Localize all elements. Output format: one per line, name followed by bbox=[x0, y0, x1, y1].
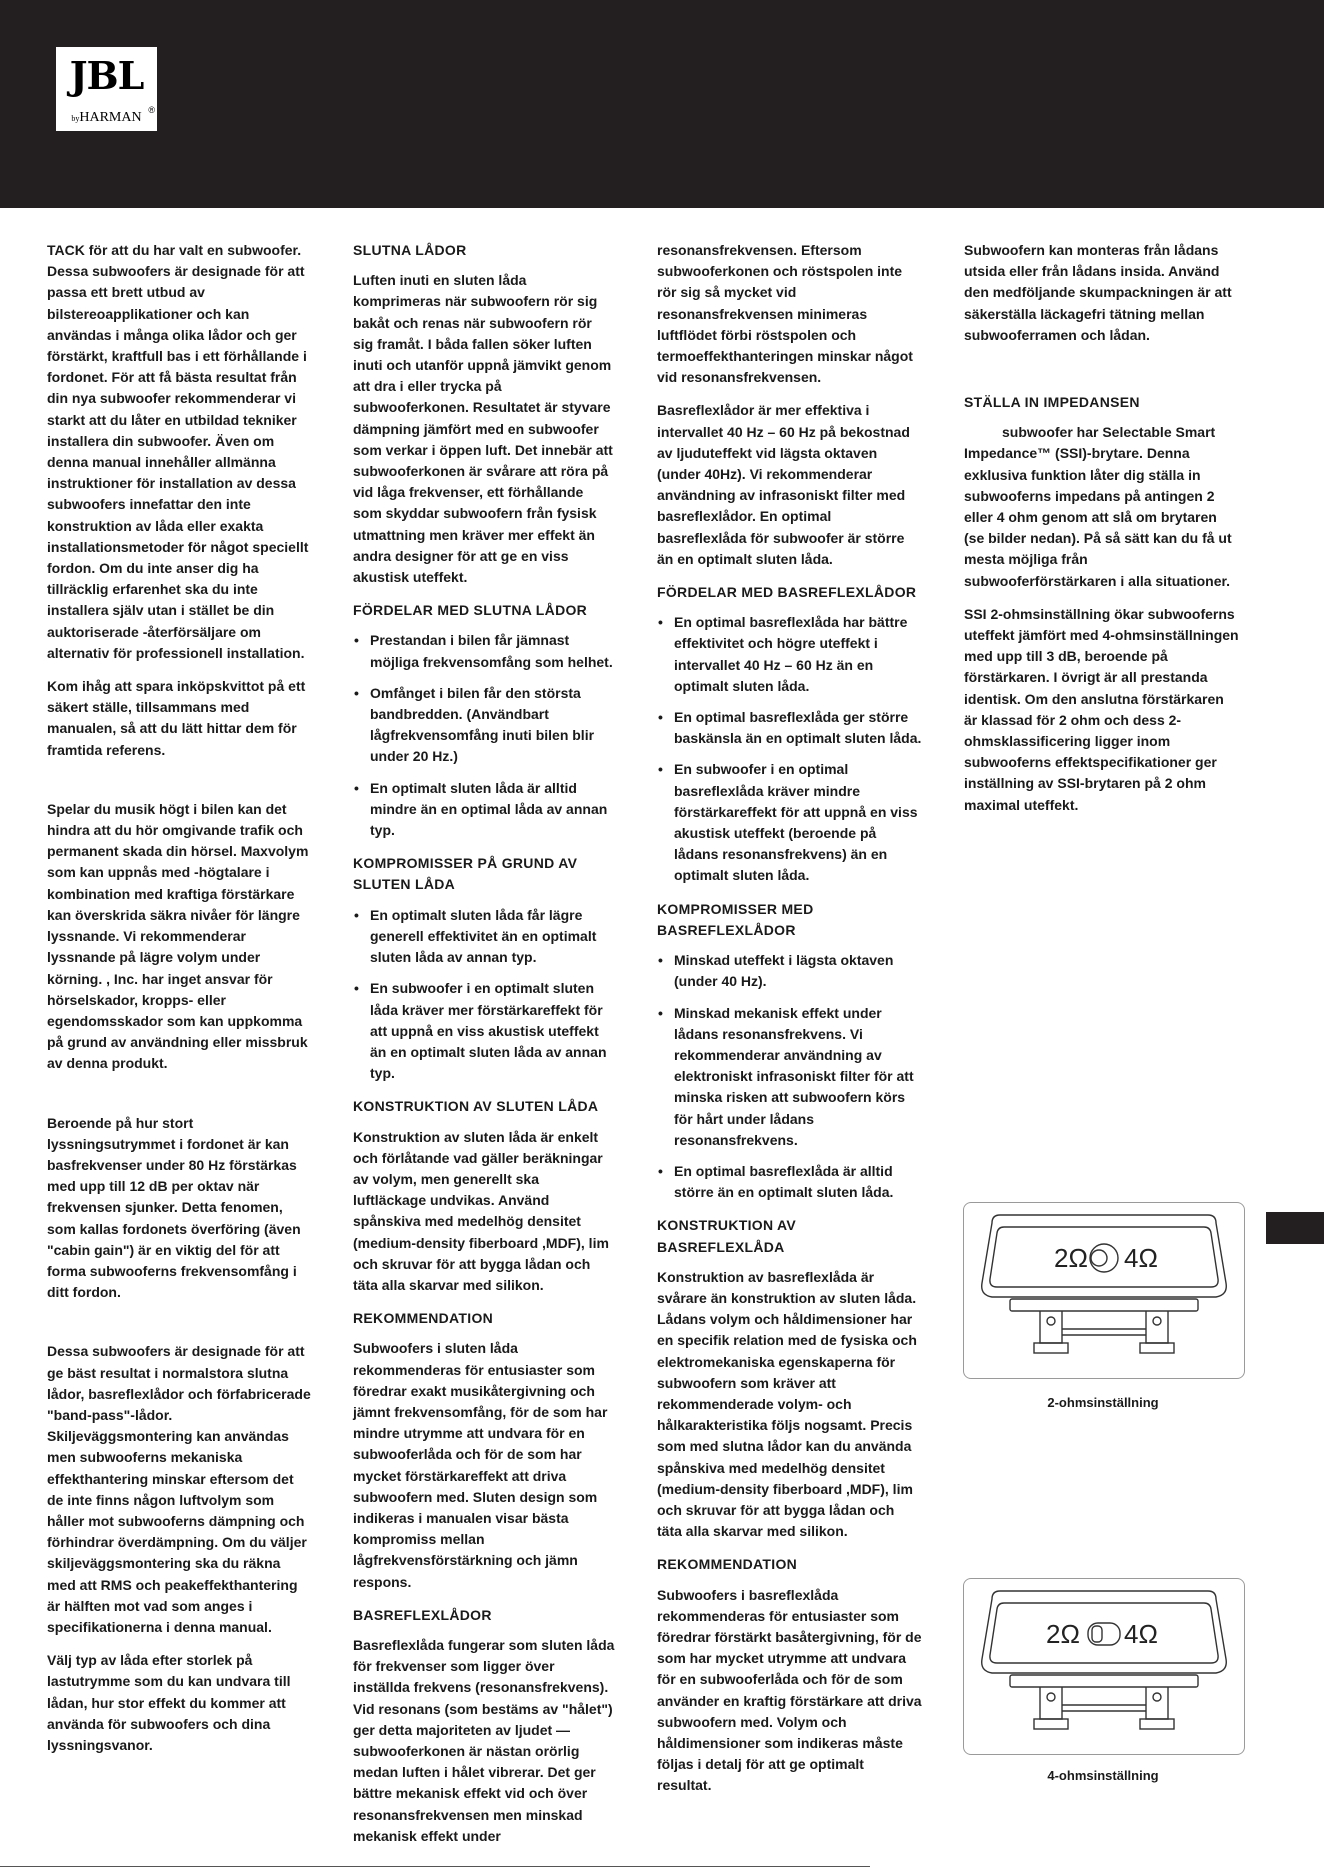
section-heading: FÖRDELAR MED BASREFLEXLÅDOR bbox=[657, 584, 917, 601]
mounting-paragraph: Subwoofern kan monteras från lådans utsida eller från lådans insida. Använd den medföljande skumpackningen är att säkerställa läckagefri tätning mellan subwooferramen och lådan. bbox=[964, 242, 1232, 343]
column-3 bbox=[657, 240, 922, 1809]
cabin-gain-paragraph: Beroende på hur stort lyssningsutrymmet i fordonet är kan basfrekvenser under 80 Hz förstärkas med upp till 12 dB per oktav när frekvensen sjunker. Detta fenomen, som kallas fordonets överföring (även "cabin gain") är en viktig del för att forma subwooferns frekvensomfång i ditt fordon. bbox=[47, 1114, 301, 1301]
ssi-switch-4-ohm-illustration bbox=[964, 1579, 1244, 1754]
section-paragraph: Subwoofers i sluten låda rekommenderas för entusiaster som föredrar exakt musikåtergivning och jämnt frekvensomfång, för de som har mindre utrymme att undvara för en subwooferlåda och för de som har mycket förstärkareffekt att driva subwoofern med. Sluten design som indikeras i manualen visar bästa kompromiss mellan lågfrekvensförstärkning och jämn respons. bbox=[353, 1340, 608, 1590]
section-paragraph: Konstruktion av basreflexlåda är svårare än konstruktion av sluten låda. Lådans volym och håldimensioner har en specifik relation med de fysiska och elektromekaniska egenskaperna för subwoofern som kräver att rekommenderade volym- och hålkarakteristika följs nogsamt. Precis som med slutna lådor kan du använda spånskiva med medelhög densitet (medium-density fiberboard ,MDF), lim och skruvar för att bygga lådan och täta alla skarvar med silikon. bbox=[657, 1268, 917, 1540]
section-heading: KOMPROMISSER PÅ GRUND AV SLUTEN LÅDA bbox=[353, 855, 578, 893]
column-2 bbox=[353, 240, 615, 1859]
ssi-paragraph: SSI 2-ohmsinställning ökar subwooferns uteffekt jämfört med 4-ohmsinställningen med upp till 3 dB, beroende på förstärkaren. I övrigt är all prestanda identisk. Om den anslutna förstärkaren är klassad för 2 ohm och dess 2-ohmsklassificering ligger inom subwooferns effektspecifikationer ger inställning av SSI-brytaren på 2 ohm maximal uteffekt. bbox=[964, 605, 1239, 813]
receipt-paragraph: Kom ihåg att spara inköpskvittot på ett säkert ställe, tillsammans med manualen, så att du lätt hittar dem för framtida referens. bbox=[47, 678, 306, 758]
list-item: • Minskad uteffekt i lägsta oktaven (under 40 Hz). bbox=[657, 950, 922, 992]
language-tab-marker bbox=[1266, 1212, 1324, 1244]
impedance-paragraph: subwoofer har Selectable Smart Impedance™ (SSI)-brytare. Denna exklusiva funktion låter dig ställa in subwooferns impedans på antingen 2 eller 4 ohm genom att slå om brytaren (se bilder nedan). På så sätt kan du få ut mesta möjliga från subwooferförstärkaren i alla situationer. bbox=[964, 424, 1232, 589]
section-paragraph: Luften inuti en sluten låda komprimeras när subwoofern rör sig bakåt och renas när subwoofern rör sig framåt. I båda fallen söker luften inuti och utanför uppnå jämvikt genom att dra i eller trycka på subwooferkonen. Resultatet är styvare dämpning jämfört med en subwoofer som verkar i öppen luft. Det innebär att subwooferkonen är svårare att röra på vid låga frekvenser, ett förhållande som skyddar subwoofern från fysisk utmattning men kräver mer effekt än andra designer för att ge en viss akustisk uteffekt. bbox=[353, 272, 613, 586]
page-header bbox=[0, 0, 1324, 208]
section-paragraph: Subwoofers i basreflexlåda rekommenderas för entusiaster som föredrar förstärkt basåtergivning, för de som har mycket utrymme att undvara för en subwooferlåda och för de som använder en kraftig förstärkare att driva subwoofern med. Volym och håldimensioner som indikeras måste följas i detalj för att ge optimalt resultat. bbox=[657, 1586, 922, 1794]
ssi-switch-2-ohm-figure bbox=[963, 1202, 1245, 1379]
section-heading: FÖRDELAR MED SLUTNA LÅDOR bbox=[353, 602, 588, 619]
list-item: • En optimal basreflexlåda ger större baskänsla än en optimalt sluten låda. bbox=[657, 707, 922, 749]
section-heading: SLUTNA LÅDOR bbox=[353, 242, 467, 258]
section-heading: BASREFLEXLÅDOR bbox=[353, 1606, 492, 1623]
list-item: • Minskad mekanisk effekt under lådans resonansfrekvens. Vi rekommenderar användning av elektroniskt infrasoniskt filter för att minska risken att subwoofern körs för hårt under lådans resonansfrekvens. bbox=[657, 1003, 922, 1151]
hearing-warning-paragraph: Spelar du musik högt i bilen kan det hindra att du hör omgivande trafik och permanent skada din hörsel. Maxvolym som kan uppnås med -högtalare i kombination med kraftiga förstärkare kan överskrida säkra nivåer för längre lyssnande. Vi rekommenderar lyssnande på lägre volym under körning. , Inc. har inget ansvar för hörselskador, kropps- eller egendomsskador som kan uppkomma på grund av användning eller missbruk av denna produkt. bbox=[47, 800, 309, 1072]
footer-rule bbox=[0, 1866, 870, 1867]
list-item: • En subwoofer i en optimalt sluten låda kräver mer förstärkareffekt för att uppnå en viss akustisk uteffekt än en optimalt sluten låda av annan typ. bbox=[353, 978, 615, 1084]
registered-mark: ® bbox=[148, 105, 155, 115]
bullet-list bbox=[353, 905, 615, 1085]
harman-logo: byHARMAN bbox=[71, 110, 142, 125]
section-heading: REKOMMENDATION bbox=[657, 1556, 798, 1573]
two-ohm-label: 2Ω bbox=[1046, 1619, 1080, 1649]
enclosure-choice-paragraph: Välj typ av låda efter storlek på lastutrymme som du kan undvara till lådan, hur stor effekt du kommer att använda för subwoofers och dina lyssningsvanor. bbox=[47, 1652, 291, 1753]
section-paragraph: Basreflexlådor är mer effektiva i intervallet 40 Hz – 60 Hz på bekostnad av ljuduteffekt vid lägsta oktaven (under 40Hz). Vi rekommenderar användning av infrasoniskt filter med basreflexlådor. En optimal basreflexlåda för subwoofer är större än en optimalt sluten låda. bbox=[657, 402, 910, 567]
list-item: • Omfånget i bilen får den största bandbredden. (Användbart lågfrekvensomfång inuti bilen blir under 20 Hz.) bbox=[353, 683, 615, 768]
section-heading: STÄLLA IN IMPEDANSEN bbox=[964, 394, 1140, 411]
section-paragraph: Konstruktion av sluten låda är enkelt och förlåtande vad gäller beräkningar av volym, men generellt ska luftläckage undvikas. Använd spånskiva med medelhög densitet (medium-density fiberboard ,MDF), lim och skruvar för att bygga lådan och täta alla skarvar med silikon. bbox=[353, 1128, 609, 1293]
list-item: • En optimal basreflexlåda är alltid större än en optimalt sluten låda. bbox=[657, 1161, 922, 1203]
section-heading: KONSTRUKTION AV BASREFLEXLÅDA bbox=[657, 1217, 797, 1255]
bullet-list bbox=[657, 612, 922, 886]
column-4 bbox=[964, 240, 1240, 828]
section-heading: KONSTRUKTION AV SLUTEN LÅDA bbox=[353, 1098, 599, 1115]
four-ohm-label: 4Ω bbox=[1124, 1619, 1158, 1649]
jbl-logo bbox=[56, 47, 157, 131]
figure-caption-4-ohm: 4-ohmsinställning bbox=[1047, 1768, 1159, 1783]
list-item: • En optimalt sluten låda får lägre generell effektivitet än en optimalt sluten låda av annan typ. bbox=[353, 905, 615, 969]
two-ohm-label: 2Ω bbox=[1054, 1243, 1088, 1273]
ssi-switch-4-ohm-figure bbox=[963, 1578, 1245, 1755]
intro-paragraph: TACK för att du har valt en subwoofer. Dessa subwoofers är designade för att passa ett brett utbud av bilstereoapplikationer och kan användas i många olika lådor och ger förstärkt, kraftfull bas i ett förhållande i fordonet. För att få bästa resultat från din nya subwoofer rekommenderar vi starkt att du låter en utbildad tekniker installera din subwoofer. Även om denna manual innehåller allmänna instruktioner för installation av dessa subwoofers innefattar den inte konstruktion av låda eller exakta installationsmetoder för något speciellt fordon. Om du inte anser dig ha tillräcklig erfarenhet ska du inte installera själv utan i stället be din auktoriserade -återförsäljare om alternativ för professionell installation. bbox=[47, 242, 309, 661]
list-item: • En optimalt sluten låda är alltid mindre än en optimal låda av annan typ. bbox=[353, 778, 615, 842]
enclosure-types-paragraph: Dessa subwoofers är designade för att ge bäst resultat i normalstora slutna lådor, basreflexlådor och förfabricerade "band-pass"-lådor. Skiljeväggsmontering kan användas men subwooferns mekaniska effekthantering minskar eftersom det de inte finns någon luftvolym som håller mot subwooferns dämpning och förhindrar överdämpning. Om du väljer skiljeväggsmontering ska du räkna med att RMS och peakeffekthantering är hälften mot vad som anges i specifikationerna i denna manual. bbox=[47, 1343, 311, 1635]
list-item: • Prestandan i bilen får jämnast möjliga frekvensomfång som helhet. bbox=[353, 630, 615, 672]
list-item: • En optimal basreflexlåda har bättre effektivitet och högre uteffekt i intervallet 40 Hz – 60 Hz än en optimalt sluten låda. bbox=[657, 612, 922, 697]
four-ohm-label: 4Ω bbox=[1124, 1243, 1158, 1273]
list-item: • En subwoofer i en optimal basreflexlåda kräver mindre förstärkareffekt för att uppnå en viss akustisk uteffekt (beroende på lådans resonansfrekvens) än en optimalt sluten låda. bbox=[657, 759, 922, 886]
section-heading: KOMPROMISSER MED BASREFLEXLÅDOR bbox=[657, 900, 814, 938]
bullet-list bbox=[657, 950, 922, 1203]
ssi-switch-2-ohm-illustration bbox=[964, 1203, 1244, 1378]
section-heading: REKOMMENDATION bbox=[353, 1310, 494, 1327]
figure-caption-2-ohm: 2-ohmsinställning bbox=[1047, 1395, 1159, 1410]
bullet-list bbox=[353, 630, 615, 841]
column-1 bbox=[47, 240, 313, 1768]
section-paragraph: resonansfrekvensen. Eftersom subwooferkonen och röstspolen inte rör sig så mycket vid resonansfrekvensen minimeras luftflödet förbi röstspolen och termoeffekthanteringen minskar något vid resonansfrekvensen. bbox=[657, 242, 913, 386]
jbl-logo-word: JBL bbox=[69, 53, 144, 98]
section-paragraph: Basreflexlåda fungerar som sluten låda för frekvenser som ligger över inställda frekvens (resonansfrekvens). Vid resonans (som bestäms av "hålet") ger detta majoriteten av ljudet — subwooferkonen är nästan orörlig medan luften i hålet vibrerar. Det ger bättre mekanisk effekt vid och över resonansfrekvensen men minskad mekanisk effekt under bbox=[353, 1636, 615, 1844]
